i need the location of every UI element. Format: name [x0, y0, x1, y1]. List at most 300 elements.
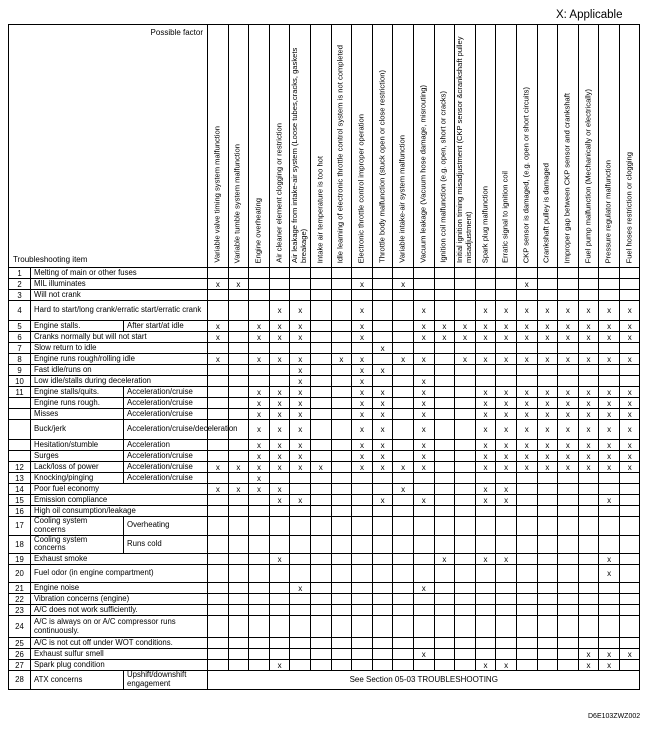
- applicable-cell: [537, 649, 558, 660]
- applicable-cell: [413, 473, 434, 484]
- troubleshooting-item: A/C does not work sufficiently.: [31, 605, 208, 616]
- applicable-cell: [537, 343, 558, 354]
- applicable-cell: [331, 660, 352, 671]
- applicable-cell: [619, 473, 640, 484]
- applicable-cell: [599, 484, 620, 495]
- see-section-note: See Section 05-03 TROUBLESHOOTING: [208, 671, 640, 690]
- applicable-cell: [413, 517, 434, 536]
- applicable-cell: [228, 473, 249, 484]
- applicable-cell: [228, 440, 249, 451]
- applicable-cell: [310, 554, 331, 565]
- applicable-cell: [310, 484, 331, 495]
- factor-header: [310, 25, 331, 268]
- applicable-cell: [516, 376, 537, 387]
- applicable-cell: [269, 268, 290, 279]
- troubleshooting-item: Cooling system concerns: [31, 517, 124, 536]
- applicable-cell: [393, 506, 414, 517]
- applicable-cell: x: [352, 440, 373, 451]
- troubleshooting-item: Cooling system concerns: [31, 535, 124, 554]
- applicable-cell: [558, 343, 579, 354]
- applicable-cell: [455, 462, 476, 473]
- applicable-cell: x: [372, 440, 393, 451]
- applicable-cell: [228, 343, 249, 354]
- applicable-cell: x: [496, 321, 517, 332]
- applicable-cell: x: [578, 332, 599, 343]
- table-row: [9, 473, 640, 484]
- applicable-cell: x: [434, 554, 455, 565]
- applicable-cell: [372, 301, 393, 321]
- applicable-cell: x: [208, 484, 229, 495]
- applicable-cell: x: [269, 495, 290, 506]
- applicable-cell: x: [496, 420, 517, 440]
- factor-header: [290, 25, 311, 268]
- factor-label: Variable valve timing system malfunction: [212, 126, 222, 263]
- applicable-cell: [413, 554, 434, 565]
- applicable-cell: [310, 649, 331, 660]
- applicable-cell: [331, 565, 352, 583]
- applicable-cell: [558, 290, 579, 301]
- table-row: [9, 517, 640, 536]
- applicable-cell: x: [352, 354, 373, 365]
- troubleshooting-item: High oil consumption/leakage: [31, 506, 208, 517]
- applicable-cell: [393, 535, 414, 554]
- applicable-cell: [516, 495, 537, 506]
- troubleshooting-item: Fuel odor (in engine compartment): [31, 565, 208, 583]
- applicable-cell: [413, 268, 434, 279]
- applicable-cell: x: [619, 387, 640, 398]
- applicable-cell: x: [413, 420, 434, 440]
- applicable-cell: [558, 473, 579, 484]
- applicable-cell: [578, 495, 599, 506]
- table-row: [9, 354, 640, 365]
- row-number: 11: [9, 387, 31, 398]
- applicable-cell: x: [516, 462, 537, 473]
- applicable-cell: [290, 484, 311, 495]
- applicable-cell: x: [558, 420, 579, 440]
- applicable-cell: [208, 638, 229, 649]
- row-number: 27: [9, 660, 31, 671]
- factor-header: [434, 25, 455, 268]
- applicable-cell: [228, 301, 249, 321]
- applicable-cell: [558, 376, 579, 387]
- applicable-cell: [537, 495, 558, 506]
- applicable-cell: [393, 495, 414, 506]
- applicable-cell: [249, 554, 270, 565]
- applicable-cell: [249, 605, 270, 616]
- applicable-cell: [455, 517, 476, 536]
- applicable-cell: [434, 279, 455, 290]
- applicable-cell: [434, 495, 455, 506]
- applicable-cell: [393, 268, 414, 279]
- applicable-cell: [372, 535, 393, 554]
- applicable-cell: x: [599, 301, 620, 321]
- applicable-cell: [249, 301, 270, 321]
- applicable-cell: [578, 473, 599, 484]
- applicable-cell: [475, 594, 496, 605]
- applicable-cell: [537, 279, 558, 290]
- applicable-cell: x: [558, 321, 579, 332]
- applicable-cell: x: [599, 440, 620, 451]
- applicable-cell: [455, 279, 476, 290]
- applicable-cell: [228, 354, 249, 365]
- applicable-cell: [331, 440, 352, 451]
- applicable-cell: [578, 594, 599, 605]
- table-row: [9, 594, 640, 605]
- applicable-cell: x: [537, 451, 558, 462]
- factor-label: Variable intake-air system malfunction: [397, 135, 407, 263]
- applicable-cell: [537, 473, 558, 484]
- applicable-cell: [413, 616, 434, 638]
- troubleshooting-item: Engine stalls.: [31, 321, 124, 332]
- applicable-cell: [310, 517, 331, 536]
- applicable-cell: [290, 554, 311, 565]
- applicable-cell: [578, 290, 599, 301]
- applicable-cell: [537, 506, 558, 517]
- applicable-cell: [619, 554, 640, 565]
- troubleshooting-item: Engine runs rough/rolling idle: [31, 354, 208, 365]
- applicable-cell: [496, 343, 517, 354]
- applicable-cell: [208, 660, 229, 671]
- applicable-cell: x: [372, 365, 393, 376]
- applicable-cell: x: [475, 354, 496, 365]
- table-row: [9, 279, 640, 290]
- applicable-cell: [331, 594, 352, 605]
- factor-header: [228, 25, 249, 268]
- applicable-cell: [475, 506, 496, 517]
- applicable-cell: x: [249, 398, 270, 409]
- applicable-cell: x: [290, 440, 311, 451]
- applicable-cell: x: [496, 462, 517, 473]
- table-row: [9, 660, 640, 671]
- applicable-cell: [434, 343, 455, 354]
- row-number: [9, 398, 31, 409]
- applicable-cell: x: [290, 387, 311, 398]
- applicable-cell: x: [537, 398, 558, 409]
- factor-header: [475, 25, 496, 268]
- applicable-cell: x: [558, 409, 579, 420]
- applicable-cell: [310, 616, 331, 638]
- applicable-cell: [393, 301, 414, 321]
- applicable-cell: x: [413, 332, 434, 343]
- applicable-cell: [413, 343, 434, 354]
- applicable-cell: [249, 594, 270, 605]
- applicable-cell: x: [496, 554, 517, 565]
- applicable-cell: [331, 484, 352, 495]
- applicable-cell: x: [496, 387, 517, 398]
- factor-header: [599, 25, 620, 268]
- applicable-cell: [434, 398, 455, 409]
- factor-header: [455, 25, 476, 268]
- applicable-cell: x: [269, 398, 290, 409]
- applicable-cell: [558, 495, 579, 506]
- applicable-cell: [249, 565, 270, 583]
- factor-label: Ignition coil malfunction (e.g. open, short or cracks): [438, 91, 448, 263]
- applicable-cell: x: [372, 343, 393, 354]
- applicable-cell: [393, 343, 414, 354]
- applicable-cell: [434, 376, 455, 387]
- applicable-cell: [537, 554, 558, 565]
- applicable-cell: [228, 638, 249, 649]
- applicable-cell: [228, 594, 249, 605]
- applicable-cell: x: [352, 420, 373, 440]
- applicable-cell: x: [475, 462, 496, 473]
- applicable-cell: x: [413, 583, 434, 594]
- applicable-cell: [310, 660, 331, 671]
- applicable-cell: x: [516, 332, 537, 343]
- troubleshooting-item: Slow return to idle: [31, 343, 208, 354]
- applicable-cell: x: [475, 440, 496, 451]
- applicable-cell: x: [475, 451, 496, 462]
- applicable-cell: [352, 616, 373, 638]
- applicable-cell: x: [413, 440, 434, 451]
- applicable-cell: [372, 517, 393, 536]
- factor-label: Intake air temperature is too hot: [315, 155, 325, 263]
- applicable-cell: [228, 605, 249, 616]
- troubleshooting-item: Engine runs rough.: [31, 398, 124, 409]
- applicable-cell: [269, 583, 290, 594]
- applicable-cell: x: [372, 495, 393, 506]
- applicable-cell: [290, 660, 311, 671]
- applicable-cell: [372, 484, 393, 495]
- table-row: [9, 495, 640, 506]
- applicable-cell: x: [516, 387, 537, 398]
- applicable-cell: [372, 649, 393, 660]
- table-row: [9, 535, 640, 554]
- applicable-cell: [434, 290, 455, 301]
- applicable-cell: [228, 321, 249, 332]
- applicable-cell: x: [208, 462, 229, 473]
- applicable-cell: [331, 473, 352, 484]
- applicable-cell: [393, 594, 414, 605]
- applicable-cell: [208, 605, 229, 616]
- applicable-legend: X: Applicable: [556, 9, 623, 21]
- applicable-cell: [475, 290, 496, 301]
- applicable-cell: [455, 398, 476, 409]
- applicable-cell: [558, 649, 579, 660]
- applicable-cell: x: [413, 398, 434, 409]
- applicable-cell: x: [372, 420, 393, 440]
- applicable-cell: [331, 279, 352, 290]
- applicable-cell: x: [269, 409, 290, 420]
- applicable-cell: [352, 343, 373, 354]
- applicable-cell: [393, 649, 414, 660]
- row-number: 8: [9, 354, 31, 365]
- applicable-cell: [331, 638, 352, 649]
- applicable-cell: x: [249, 473, 270, 484]
- applicable-cell: [249, 649, 270, 660]
- factor-header: [516, 25, 537, 268]
- applicable-cell: [455, 616, 476, 638]
- applicable-cell: [331, 517, 352, 536]
- condition: Overheating: [124, 517, 208, 536]
- applicable-cell: [619, 594, 640, 605]
- table-row: [9, 616, 640, 638]
- applicable-cell: [393, 376, 414, 387]
- applicable-cell: [269, 535, 290, 554]
- applicable-cell: [331, 409, 352, 420]
- applicable-cell: [290, 638, 311, 649]
- applicable-cell: x: [269, 301, 290, 321]
- applicable-cell: x: [249, 354, 270, 365]
- applicable-cell: [516, 660, 537, 671]
- applicable-cell: [208, 554, 229, 565]
- applicable-cell: [269, 279, 290, 290]
- applicable-cell: [599, 638, 620, 649]
- applicable-cell: [578, 517, 599, 536]
- applicable-cell: [290, 616, 311, 638]
- applicable-cell: x: [475, 484, 496, 495]
- applicable-cell: [455, 301, 476, 321]
- applicable-cell: [434, 462, 455, 473]
- applicable-cell: x: [249, 420, 270, 440]
- applicable-cell: [516, 343, 537, 354]
- applicable-cell: [537, 583, 558, 594]
- applicable-cell: x: [269, 484, 290, 495]
- factor-label: Crankshaft pulley is damaged: [541, 162, 551, 263]
- applicable-cell: [269, 506, 290, 517]
- applicable-cell: [599, 365, 620, 376]
- applicable-cell: x: [352, 321, 373, 332]
- applicable-cell: [475, 638, 496, 649]
- applicable-cell: [372, 321, 393, 332]
- troubleshooting-item: Knocking/pinging: [31, 473, 124, 484]
- factor-header: [331, 25, 352, 268]
- applicable-cell: x: [537, 409, 558, 420]
- applicable-cell: [352, 649, 373, 660]
- applicable-cell: [413, 660, 434, 671]
- applicable-cell: x: [619, 440, 640, 451]
- factor-header-row: [9, 25, 640, 268]
- applicable-cell: [393, 616, 414, 638]
- applicable-cell: [455, 660, 476, 671]
- applicable-cell: [599, 506, 620, 517]
- applicable-cell: [475, 605, 496, 616]
- factor-label: Electronic throttle control improper operation: [356, 113, 366, 263]
- applicable-cell: [475, 565, 496, 583]
- applicable-cell: [537, 484, 558, 495]
- applicable-cell: x: [619, 301, 640, 321]
- applicable-cell: [599, 605, 620, 616]
- applicable-cell: [516, 594, 537, 605]
- applicable-cell: [558, 638, 579, 649]
- applicable-cell: [393, 332, 414, 343]
- table-row: [9, 365, 640, 376]
- applicable-cell: [331, 290, 352, 301]
- applicable-cell: x: [516, 321, 537, 332]
- applicable-cell: [434, 451, 455, 462]
- table-row: [9, 462, 640, 473]
- applicable-cell: x: [413, 354, 434, 365]
- applicable-cell: [578, 535, 599, 554]
- factor-label: Fuel hoses restriction or clogging: [624, 151, 634, 263]
- applicable-cell: [249, 376, 270, 387]
- applicable-cell: x: [578, 301, 599, 321]
- applicable-cell: [558, 565, 579, 583]
- applicable-cell: [599, 535, 620, 554]
- applicable-cell: [434, 638, 455, 649]
- applicable-cell: [434, 420, 455, 440]
- applicable-cell: [393, 387, 414, 398]
- applicable-cell: x: [558, 387, 579, 398]
- applicable-cell: x: [290, 451, 311, 462]
- applicable-cell: [496, 517, 517, 536]
- matrix-body: [9, 268, 640, 690]
- applicable-cell: x: [599, 354, 620, 365]
- applicable-cell: [331, 420, 352, 440]
- applicable-cell: x: [208, 354, 229, 365]
- applicable-cell: [228, 565, 249, 583]
- applicable-cell: x: [352, 332, 373, 343]
- applicable-cell: [599, 583, 620, 594]
- applicable-cell: x: [599, 554, 620, 565]
- applicable-cell: [310, 332, 331, 343]
- applicable-cell: [331, 451, 352, 462]
- applicable-cell: x: [558, 440, 579, 451]
- applicable-cell: x: [269, 387, 290, 398]
- table-row: [9, 506, 640, 517]
- troubleshooting-item: Exhaust smoke: [31, 554, 208, 565]
- applicable-cell: [331, 387, 352, 398]
- applicable-cell: [455, 451, 476, 462]
- applicable-cell: x: [558, 301, 579, 321]
- applicable-cell: x: [352, 398, 373, 409]
- troubleshooting-item: Surges: [31, 451, 124, 462]
- applicable-cell: [496, 506, 517, 517]
- applicable-cell: x: [496, 660, 517, 671]
- table-row: [9, 321, 640, 332]
- factor-label: Spark plug malfunction: [480, 185, 490, 263]
- applicable-cell: [269, 290, 290, 301]
- factor-label: Air cleaner element clogging or restriction: [274, 123, 284, 263]
- troubleshooting-item: Spark plug condition: [31, 660, 208, 671]
- applicable-cell: x: [269, 462, 290, 473]
- row-number: 16: [9, 506, 31, 517]
- table-row: [9, 409, 640, 420]
- applicable-cell: [434, 473, 455, 484]
- applicable-cell: [558, 535, 579, 554]
- applicable-cell: x: [413, 387, 434, 398]
- applicable-cell: [599, 290, 620, 301]
- applicable-cell: [413, 605, 434, 616]
- applicable-cell: x: [455, 321, 476, 332]
- applicable-cell: [455, 506, 476, 517]
- applicable-cell: x: [269, 420, 290, 440]
- row-number: 24: [9, 616, 31, 638]
- applicable-cell: x: [496, 451, 517, 462]
- applicable-cell: [331, 616, 352, 638]
- applicable-cell: [331, 649, 352, 660]
- applicable-cell: [619, 376, 640, 387]
- applicable-cell: [434, 354, 455, 365]
- applicable-cell: [352, 554, 373, 565]
- applicable-cell: [393, 638, 414, 649]
- row-number: 9: [9, 365, 31, 376]
- row-number: 21: [9, 583, 31, 594]
- applicable-cell: x: [310, 462, 331, 473]
- applicable-cell: [558, 279, 579, 290]
- applicable-cell: [269, 343, 290, 354]
- applicable-cell: [352, 583, 373, 594]
- applicable-cell: x: [249, 440, 270, 451]
- applicable-cell: [599, 279, 620, 290]
- applicable-cell: x: [475, 321, 496, 332]
- troubleshooting-item-label: Troubleshooting item: [13, 255, 88, 264]
- applicable-cell: [372, 554, 393, 565]
- applicable-cell: [537, 605, 558, 616]
- applicable-cell: x: [537, 420, 558, 440]
- applicable-cell: [434, 565, 455, 583]
- applicable-cell: [310, 290, 331, 301]
